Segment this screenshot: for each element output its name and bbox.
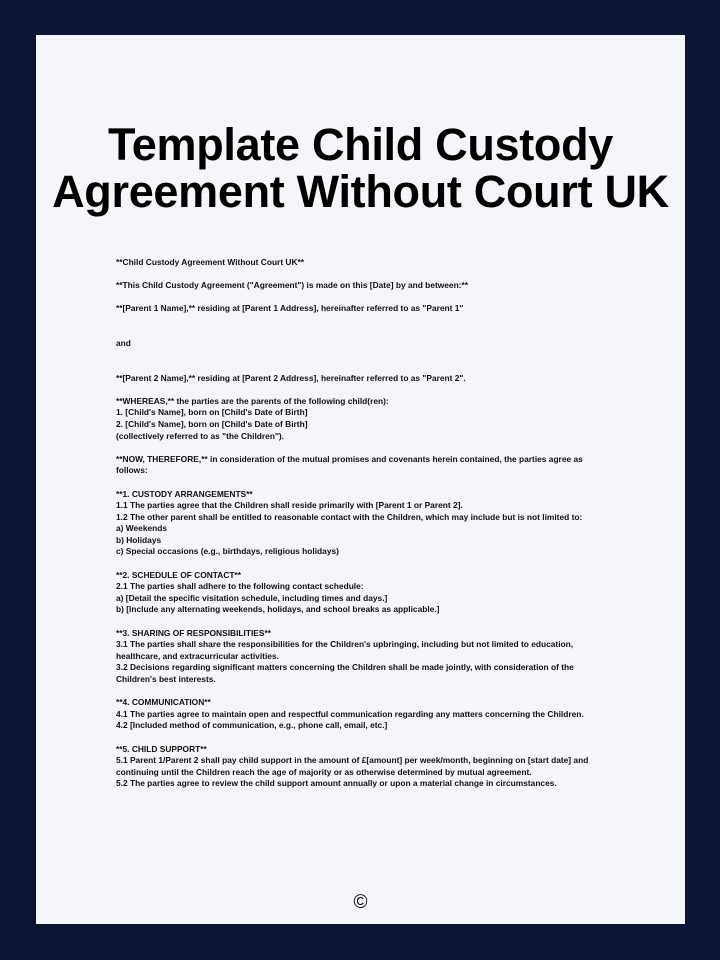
title-line-1: Template Child Custody	[107, 119, 614, 170]
agreement-made-line: **This Child Custody Agreement ("Agreement") is made on this [Date] by and between:**	[116, 280, 468, 291]
parent-2-line: **[Parent 2 Name],** residing at [Parent 2 Address], hereinafter referred to as "Parent 2".	[116, 372, 466, 383]
agreement-heading: **Child Custody Agreement Without Court UK**	[116, 257, 305, 267]
parent-1-line: **[Parent 1 Name],** residing at [Parent 1 Address], hereinafter referred to as "Parent 1"	[116, 303, 464, 314]
document-page	[36, 35, 685, 924]
title-line-2: Agreement Without Court UK	[52, 166, 669, 217]
therefore-section: **NOW, THEREFORE,** in consideration of the mutual promises and covenants herein contained, the parties agree as follows:	[116, 453, 583, 476]
copyright-icon: ©	[353, 892, 368, 913]
section-communication: **4. COMMUNICATION** 4.1 The parties agree to maintain open and respectful communication regarding any matters concerning the Children. 4.2 [Included method of communication, e.g., phone call, email, etc.]	[116, 697, 584, 731]
section-sharing-responsibilities: **3. SHARING OF RESPONSIBILITIES** 3.1 The parties shall share the responsibilities for the Children's upbringing, including but not limited to education, healthcare, and extracurricular activities. 3.2 Decisions regarding significant matters concerning the Children shall be made jointly, with consideration of the Children's best interests.	[116, 627, 574, 684]
whereas-section: **WHEREAS,** the parties are the parents of the following child(ren): 1. [Child's Name], born on [Child's Date of Birth] 2. [Child's Name], born on [Child's Date of Birth] (collectively referred to as "the Children").	[116, 395, 389, 441]
agreement-body	[116, 257, 616, 802]
page-title	[36, 121, 685, 215]
section-schedule-of-contact: **2. SCHEDULE OF CONTACT** 2.1 The parties shall adhere to the following contact schedule: a) [Detail the specific visitation schedule, including times and days.] b) [Include any alternating weekends, holidays, and school breaks as applicable.]	[116, 569, 440, 615]
section-custody-arrangements: **1. CUSTODY ARRANGEMENTS** 1.1 The parties agree that the Children shall reside primarily with [Parent 1 or Parent 2]. 1.2 The other parent shall be entitled to reasonable contact with the Children, which may include but is not limited to: a) Weekends b) Holidays c) Special occasions (e.g., birthdays, religious holidays)	[116, 488, 583, 557]
section-child-support: **5. CHILD SUPPORT** 5.1 Parent 1/Parent 2 shall pay child support in the amount of £[amount] per week/month, beginning on [start date] and continuing until the Children reach the age of majority or as otherwise determined by mutual agreement. 5.2 The parties agree to review the child support amount annually or upon a material change in circumstances.	[116, 743, 589, 789]
and-line: and	[116, 337, 131, 348]
